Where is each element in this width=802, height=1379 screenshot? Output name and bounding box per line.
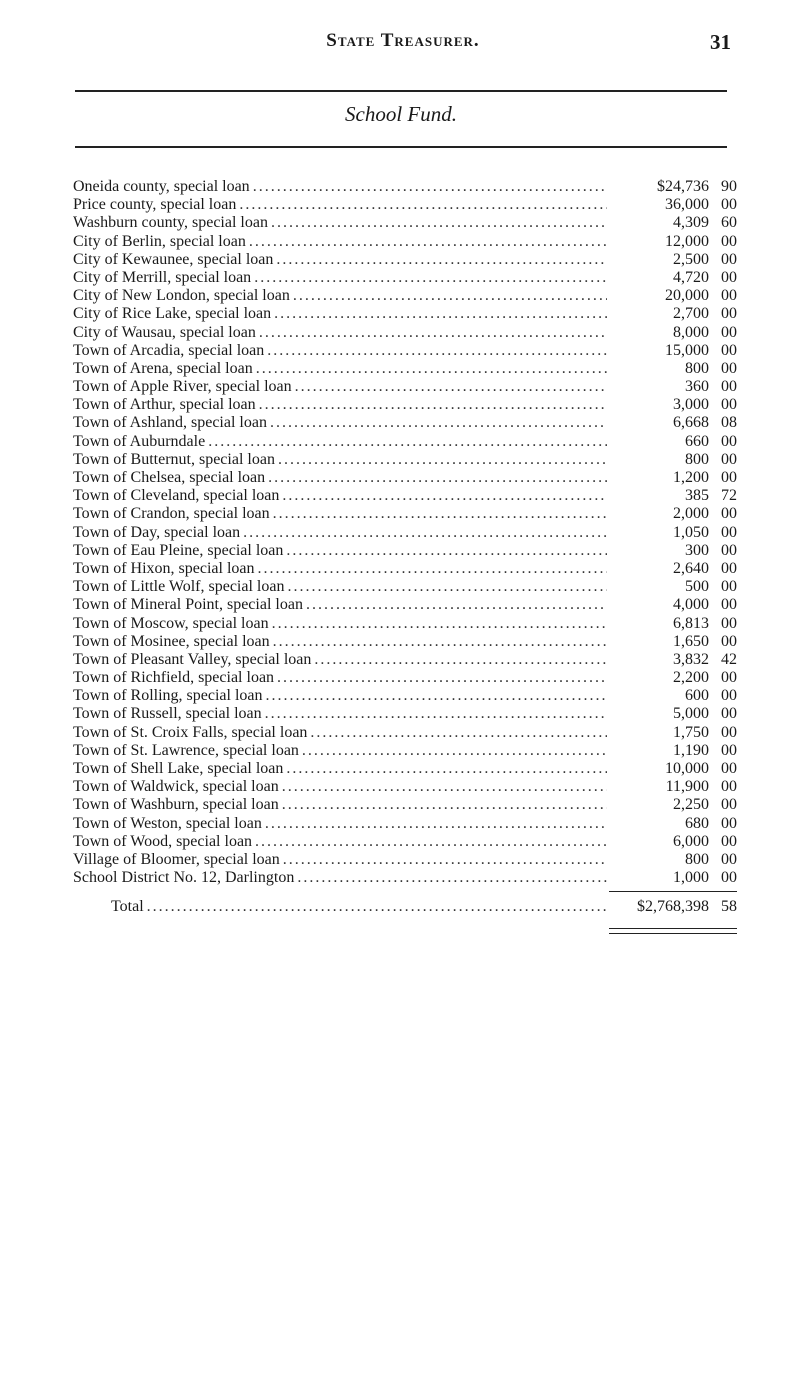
entry-name: Town of Weston, special loan <box>73 814 262 832</box>
entry-cents: 00 <box>721 632 737 650</box>
entry-dollars: 4,309 <box>673 214 709 232</box>
entry-dollars: 4,720 <box>673 268 709 286</box>
entry-dollars: $24,736 <box>657 178 709 195</box>
entry-cents: 00 <box>721 723 737 741</box>
entry-dollars: 1,750 <box>673 723 709 741</box>
entry-dollars: 1,050 <box>673 523 709 541</box>
ledger-row <box>73 233 737 251</box>
entry-name: Town of Richfield, special loan <box>73 669 275 687</box>
entry-cents: 00 <box>721 578 737 596</box>
ledger-row <box>73 342 737 360</box>
entry-dollars: 500 <box>685 578 709 596</box>
entry-dollars: 800 <box>685 850 709 868</box>
ledger-row <box>73 724 737 742</box>
dot-leader <box>272 615 607 633</box>
ledger-table <box>73 178 737 934</box>
dot-leader <box>255 833 607 851</box>
entry-name: Washburn county, special loan <box>73 214 268 232</box>
entry-dollars: 600 <box>685 687 709 705</box>
ledger-row <box>73 778 737 796</box>
entry-cents: 00 <box>721 541 737 559</box>
ledger-row <box>73 669 737 687</box>
entry-name: Town of Butternut, special loan <box>73 450 275 468</box>
entry-dollars: 300 <box>685 541 709 559</box>
ledger-row <box>73 815 737 833</box>
total-dollars: $2,768,398 <box>637 898 709 916</box>
ledger-row <box>73 196 737 214</box>
entry-cents: 00 <box>721 741 737 759</box>
dot-leader <box>293 287 607 305</box>
entry-name: Town of Moscow, special loan <box>73 614 269 632</box>
entry-cents: 00 <box>721 287 737 305</box>
entry-cents: 00 <box>721 559 737 577</box>
dot-leader <box>282 487 607 505</box>
entry-name: Town of Pleasant Valley, special loan <box>73 650 312 668</box>
entry-name: City of Wausau, special loan <box>73 323 256 341</box>
entry-name: Town of Waldwick, special loan <box>73 778 279 796</box>
entry-cents: 00 <box>721 505 737 523</box>
page-header <box>75 30 731 60</box>
entry-name: Town of Little Wolf, special loan <box>73 578 285 596</box>
entry-cents: 00 <box>721 341 737 359</box>
entry-name: Town of Ashland, special loan <box>73 414 267 432</box>
ledger-row <box>73 324 737 342</box>
ledger-row <box>73 305 737 323</box>
dot-leader <box>266 687 607 705</box>
entry-name: City of New London, special loan <box>73 287 290 305</box>
ledger-row <box>73 360 737 378</box>
entry-cents: 00 <box>721 378 737 396</box>
entry-dollars: 6,813 <box>673 614 709 632</box>
entry-dollars: 10,000 <box>665 760 709 777</box>
dot-leader <box>259 396 607 414</box>
entry-dollars: 3,832 <box>673 650 709 668</box>
section-title: School Fund. <box>345 102 457 126</box>
entry-cents: 00 <box>721 814 737 832</box>
running-title: State Treasurer. <box>326 30 480 51</box>
ledger-row <box>73 487 737 505</box>
entry-name: Town of Arthur, special loan <box>73 396 256 414</box>
entry-name: Town of Chelsea, special loan <box>73 469 266 486</box>
entry-cents: 00 <box>721 614 737 632</box>
ledger-row <box>73 687 737 705</box>
entry-name: Town of St. Lawrence, special loan <box>73 741 299 759</box>
entry-name: Town of Auburndale <box>73 432 206 450</box>
entry-dollars: 2,500 <box>673 250 709 268</box>
section-rule <box>75 146 727 148</box>
entry-cents: 00 <box>721 669 737 687</box>
ledger-row <box>73 378 737 396</box>
entry-name: Village of Bloomer, special loan <box>73 850 280 868</box>
entry-cents: 00 <box>721 469 737 486</box>
ledger-row <box>73 851 737 869</box>
entry-cents: 42 <box>721 650 737 668</box>
entry-dollars: 15,000 <box>665 341 709 359</box>
entry-dollars: 2,700 <box>673 305 709 323</box>
entry-dollars: 20,000 <box>665 287 709 305</box>
dot-leader <box>243 524 607 542</box>
entry-cents: 60 <box>721 214 737 232</box>
ledger-row <box>73 524 737 542</box>
ledger-row <box>73 414 737 432</box>
dot-leader <box>254 269 607 287</box>
ledger-row <box>73 651 737 669</box>
entry-cents: 00 <box>721 305 737 323</box>
entry-name: Town of Arena, special loan <box>73 359 253 377</box>
dot-leader <box>286 542 607 560</box>
dot-leader <box>310 724 607 742</box>
entry-dollars: 36,000 <box>665 196 709 214</box>
entry-dollars: 1,650 <box>673 632 709 650</box>
dot-leader <box>314 651 607 669</box>
ledger-rows <box>73 178 737 887</box>
entry-dollars: 800 <box>685 359 709 377</box>
entry-name: Town of Shell Lake, special loan <box>73 760 284 777</box>
entry-dollars: 3,000 <box>673 396 709 414</box>
total-cents: 58 <box>721 898 737 916</box>
ledger-row <box>73 214 737 232</box>
dot-leader <box>147 898 607 916</box>
entry-name: Town of Eau Pleine, special loan <box>73 541 284 559</box>
ledger-row <box>73 615 737 633</box>
entry-dollars: 4,000 <box>673 596 709 614</box>
dot-leader <box>258 560 607 578</box>
header-rule <box>75 90 727 92</box>
page-number: 31 <box>710 30 731 54</box>
dot-leader <box>287 578 607 596</box>
entry-dollars: 680 <box>685 814 709 832</box>
entry-name: Town of St. Croix Falls, special loan <box>73 723 308 741</box>
entry-dollars: 2,640 <box>673 559 709 577</box>
dot-leader <box>267 342 607 360</box>
entry-cents: 00 <box>721 196 737 214</box>
entry-name: Town of Crandon, special loan <box>73 505 270 523</box>
dot-leader <box>278 451 607 469</box>
dot-leader <box>297 869 607 887</box>
dot-leader <box>249 233 607 251</box>
dot-leader <box>265 705 607 723</box>
dot-leader <box>282 778 607 796</box>
ledger-row <box>73 760 737 778</box>
entry-cents: 00 <box>721 523 737 541</box>
entry-name: Town of Mineral Point, special loan <box>73 596 303 614</box>
ledger-row <box>73 596 737 614</box>
entry-name: Town of Russell, special loan <box>73 705 262 723</box>
dot-leader <box>271 214 607 232</box>
dot-leader <box>268 469 607 487</box>
dot-leader <box>286 760 607 778</box>
ledger-row <box>73 796 737 814</box>
entry-name: City of Kewaunee, special loan <box>73 250 274 268</box>
entry-dollars: 1,000 <box>673 869 709 887</box>
entry-name: Town of Mosinee, special loan <box>73 632 270 650</box>
entry-cents: 00 <box>721 760 737 777</box>
entry-cents: 00 <box>721 359 737 377</box>
double-rule <box>609 928 737 934</box>
entry-dollars: 660 <box>685 432 709 450</box>
entry-name: Town of Washburn, special loan <box>73 796 279 814</box>
ledger-row <box>73 578 737 596</box>
entry-name: City of Berlin, special loan <box>73 232 246 250</box>
entry-cents: 00 <box>721 250 737 268</box>
entry-name: Town of Wood, special loan <box>73 832 253 850</box>
entry-cents: 00 <box>721 778 737 796</box>
ledger-row <box>73 433 737 451</box>
ledger-row <box>73 178 737 196</box>
entry-dollars: 11,900 <box>665 778 709 796</box>
entry-name: Town of Day, special loan <box>73 523 241 541</box>
entry-dollars: 2,250 <box>673 796 709 814</box>
dot-leader <box>295 378 607 396</box>
total-row <box>73 898 737 920</box>
entry-cents: 00 <box>721 323 737 341</box>
dot-leader <box>208 433 607 451</box>
dot-leader <box>256 360 607 378</box>
entry-cents: 00 <box>721 432 737 450</box>
ledger-row <box>73 451 737 469</box>
entry-cents: 00 <box>721 850 737 868</box>
entry-cents: 08 <box>721 414 737 432</box>
ledger-row <box>73 560 737 578</box>
dot-leader <box>253 178 607 196</box>
dot-leader <box>270 414 607 432</box>
entry-cents: 00 <box>721 232 737 250</box>
entry-name: Price county, special loan <box>73 196 237 214</box>
entry-name: City of Merrill, special loan <box>73 268 252 286</box>
sum-rule <box>609 891 737 892</box>
entry-cents: 00 <box>721 832 737 850</box>
dot-leader <box>274 305 607 323</box>
entry-cents: 00 <box>721 596 737 614</box>
dot-leader <box>259 324 607 342</box>
ledger-row <box>73 633 737 651</box>
entry-cents: 00 <box>721 268 737 286</box>
entry-dollars: 6,000 <box>673 832 709 850</box>
dot-leader <box>277 669 607 687</box>
entry-name: City of Rice Lake, special loan <box>73 305 272 323</box>
entry-name: Town of Cleveland, special loan <box>73 487 280 505</box>
entry-cents: 00 <box>721 687 737 705</box>
entry-cents: 00 <box>721 796 737 814</box>
entry-name: Oneida county, special loan <box>73 178 250 195</box>
entry-name: Town of Arcadia, special loan <box>73 341 265 359</box>
dot-leader <box>273 633 607 651</box>
dot-leader <box>306 596 607 614</box>
dot-leader <box>239 196 607 214</box>
ledger-row <box>73 869 737 887</box>
dot-leader <box>302 742 607 760</box>
entry-dollars: 360 <box>685 378 709 396</box>
dot-leader <box>283 851 607 869</box>
entry-dollars: 5,000 <box>673 705 709 723</box>
ledger-row <box>73 742 737 760</box>
dot-leader <box>282 796 607 814</box>
entry-dollars: 1,190 <box>673 741 709 759</box>
entry-cents: 00 <box>721 705 737 723</box>
ledger-row <box>73 269 737 287</box>
ledger-row <box>73 542 737 560</box>
dot-leader <box>265 815 607 833</box>
entry-dollars: 8,000 <box>673 323 709 341</box>
entry-name: Town of Rolling, special loan <box>73 687 263 705</box>
entry-dollars: 1,200 <box>673 469 709 486</box>
ledger-row <box>73 505 737 523</box>
entry-dollars: 6,668 <box>673 414 709 432</box>
entry-dollars: 385 <box>685 487 709 505</box>
entry-name: Town of Hixon, special loan <box>73 559 255 577</box>
ledger-row <box>73 705 737 723</box>
entry-cents: 72 <box>721 487 737 505</box>
entry-dollars: 2,200 <box>673 669 709 687</box>
total-label: Total <box>111 898 144 916</box>
ledger-row <box>73 833 737 851</box>
entry-dollars: 2,000 <box>673 505 709 523</box>
ledger-row <box>73 251 737 269</box>
entry-cents: 90 <box>721 178 737 195</box>
entry-cents: 00 <box>721 869 737 887</box>
entry-dollars: 12,000 <box>665 232 709 250</box>
entry-cents: 00 <box>721 450 737 468</box>
dot-leader <box>273 505 607 523</box>
entry-name: Town of Apple River, special loan <box>73 378 292 396</box>
entry-cents: 00 <box>721 396 737 414</box>
entry-name: School District No. 12, Darlington <box>73 869 295 887</box>
dot-leader <box>276 251 607 269</box>
ledger-row <box>73 469 737 487</box>
entry-dollars: 800 <box>685 450 709 468</box>
ledger-row <box>73 287 737 305</box>
ledger-row <box>73 396 737 414</box>
